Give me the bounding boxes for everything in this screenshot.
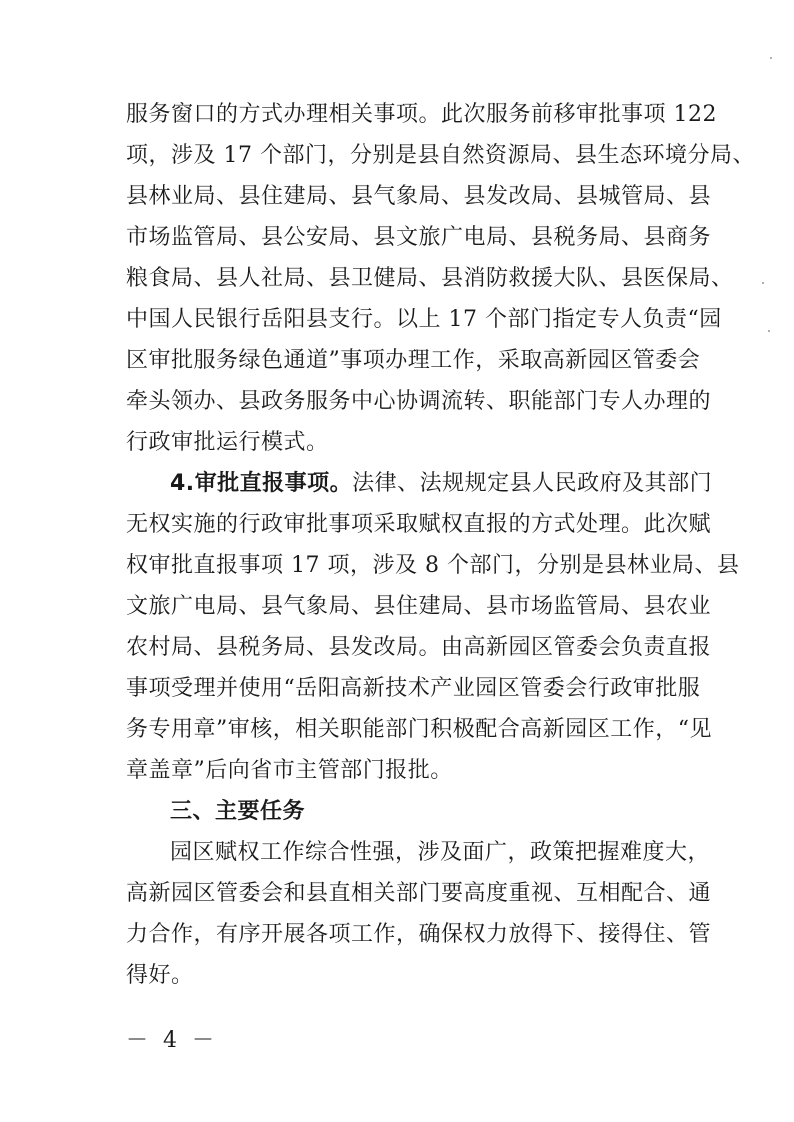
text-line: 服务窗口的方式办理相关事项。此次服务前移审批事项 122 bbox=[126, 102, 717, 127]
paragraph-main-tasks bbox=[126, 832, 712, 996]
text-line: 农村局、县税务局、县发改局。由高新园区管委会负责直报 bbox=[126, 635, 712, 660]
item-title: 4.审批直报事项。 bbox=[170, 471, 353, 496]
text-line: 粮食局、县人社局、县卫健局、县消防救援大队、县医保局、 bbox=[126, 266, 734, 291]
text-line: 章盖章”后向省市主管部门报批。 bbox=[126, 758, 453, 783]
text-line: 高新园区管委会和县直相关部门要高度重视、互相配合、通 bbox=[126, 881, 712, 906]
text-line: 事项受理并使用“岳阳高新技术产业园区管委会行政审批服 bbox=[126, 676, 701, 701]
page-number: － 4 － bbox=[126, 1028, 218, 1053]
text-line bbox=[126, 463, 713, 504]
text-line: 牵头领办、县政务服务中心协调流转、职能部门专人办理的 bbox=[126, 389, 712, 414]
text-line: 文旅广电局、县气象局、县住建局、县市场监管局、县农业 bbox=[126, 594, 712, 619]
text-line: 县林业局、县住建局、县气象局、县发改局、县城管局、县 bbox=[126, 184, 712, 209]
text-line: 项，涉及 17 个部门，分别是县自然资源局、县生态环境分局、 bbox=[126, 143, 755, 168]
text-line: 行政审批运行模式。 bbox=[126, 430, 329, 455]
text-line: 园区赋权工作综合性强，涉及面广，政策把握难度大， bbox=[170, 840, 711, 865]
paragraph-direct-report bbox=[126, 463, 740, 791]
text-line: 区审批服务绿色通道”事项办理工作，采取高新园区管委会 bbox=[126, 348, 701, 373]
text-line: 得好。 bbox=[126, 963, 194, 988]
section-heading: 三、主要任务 bbox=[170, 799, 306, 824]
scan-speck bbox=[762, 282, 764, 284]
scan-speck bbox=[768, 330, 770, 332]
text-line: 市场监管局、县公安局、县文旅广电局、县税务局、县商务 bbox=[126, 225, 712, 250]
text-line: 权审批直报事项 17 项，涉及 8 个部门，分别是县林业局、县 bbox=[126, 553, 740, 578]
body-text bbox=[126, 94, 755, 996]
text-line: 无权实施的行政审批事项采取赋权直报的方式处理。此次赋 bbox=[126, 512, 712, 537]
text-line: 务专用章”审核，相关职能部门积极配合高新园区工作，“见 bbox=[126, 717, 712, 742]
text-line: 中国人民银行岳阳县支行。以上 17 个部门指定专人负责“园 bbox=[126, 307, 722, 332]
scan-speck bbox=[770, 57, 772, 59]
item-text: 法律、法规规定县人民政府及其部门 bbox=[352, 471, 713, 496]
text-line: 力合作，有序开展各项工作，确保权力放得下、接得住、管 bbox=[126, 922, 712, 947]
paragraph-service-window bbox=[126, 94, 755, 463]
